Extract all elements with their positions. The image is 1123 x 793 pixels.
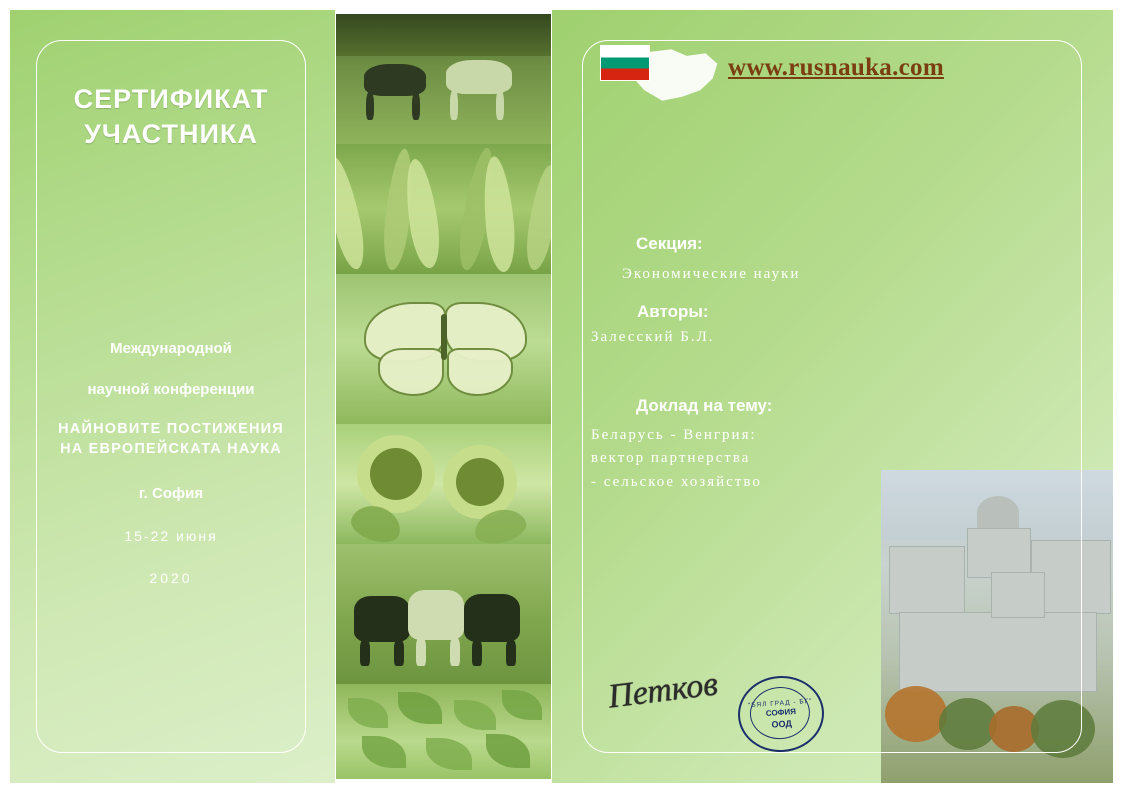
city-dome: [977, 496, 1019, 530]
city-building: [899, 612, 1097, 692]
cow-shape-light: [408, 590, 464, 640]
conference-name-line1: НАЙНОВИТЕ ПОСТИЖЕНИЯ: [58, 421, 284, 437]
horse-light-leg: [450, 90, 458, 120]
butterfly-body: [441, 314, 447, 360]
sunflower-head: [456, 458, 504, 506]
conference-name: [36, 420, 306, 459]
report-line2: вектор партнерства: [591, 450, 751, 467]
photo-horses-grazing: [336, 14, 551, 144]
photo-horses-background: [336, 14, 551, 56]
cow-shape: [464, 594, 520, 642]
bulgaria-flag-icon: [600, 45, 650, 81]
website-link[interactable]: www.rusnauka.com: [728, 54, 944, 81]
left-panel: [10, 10, 335, 783]
city-building: [889, 546, 965, 614]
sunflower-leaf: [347, 500, 405, 544]
leaf-shape: [454, 700, 496, 730]
stamp-top-text: "БЯЛ ГРАД - БГ": [747, 697, 813, 709]
horse-light-leg: [496, 90, 504, 120]
cow-leg: [450, 638, 460, 666]
cow-leg: [394, 640, 404, 666]
photo-cows: [336, 544, 551, 684]
conference-info: [36, 340, 306, 586]
conference-dates: 15-22 июня: [124, 528, 218, 545]
conference-line1: Международной: [110, 340, 232, 357]
sunflower-leaf: [471, 505, 529, 544]
certificate-title: [36, 82, 306, 151]
butterfly-wing-right-lower: [447, 348, 513, 396]
stamp-bottom-text: ООД: [771, 717, 793, 730]
certificate-title-line1: СЕРТИФИКАТ: [73, 84, 269, 114]
report-line1: Беларусь - Венгрия:: [591, 427, 757, 443]
cow-leg: [416, 638, 426, 666]
leaf-shape: [348, 698, 388, 728]
leaf-shape: [486, 734, 530, 768]
sunflower-head: [370, 448, 422, 500]
cow-leg: [360, 640, 370, 666]
corn-leaf: [336, 154, 370, 272]
conference-name-line2: НА ЕВРОПЕЙСКАТА НАУКА: [60, 440, 282, 457]
photo-sofia-cityscape: [881, 470, 1113, 783]
authors-label: Авторы:: [637, 302, 709, 321]
photo-corn-leaves: [336, 144, 551, 274]
conference-year: 2020: [149, 570, 193, 587]
cow-leg: [506, 640, 516, 666]
city-tree-green: [939, 698, 997, 750]
cow-shape: [354, 596, 410, 642]
report-line3: - сельское хозяйство: [591, 473, 762, 490]
corn-leaf: [480, 155, 518, 273]
authors-value: Залесский Б.Л.: [591, 329, 715, 345]
report-label: Доклад на тему:: [636, 396, 773, 415]
horse-dark-leg: [412, 92, 420, 120]
city-building: [991, 572, 1045, 618]
photo-strip: [336, 14, 551, 779]
conference-line2: научной конференции: [87, 381, 255, 398]
leaf-shape: [398, 692, 442, 724]
signature: Петков: [606, 665, 720, 716]
leaf-shape: [362, 736, 406, 768]
city-tree-green: [1031, 700, 1095, 758]
photo-butterfly: [336, 274, 551, 424]
city-tree-autumn: [885, 686, 947, 742]
section-label: Секция:: [636, 234, 703, 253]
corn-leaf: [522, 163, 551, 271]
section-value: Экономические науки: [622, 266, 801, 282]
leaf-shape: [426, 738, 472, 770]
horse-dark-leg: [366, 92, 374, 120]
horse-light-shape: [446, 60, 512, 94]
butterfly-wing-left-lower: [378, 348, 444, 396]
city-building: [967, 528, 1031, 578]
conference-city: г. София: [138, 485, 204, 503]
cow-leg: [472, 640, 482, 666]
photo-green-leaves: [336, 684, 551, 779]
photo-sunflowers: [336, 424, 551, 544]
stamp-middle-text: СОФИЯ: [765, 706, 797, 718]
leaf-shape: [502, 690, 542, 720]
certificate-title-line2: УЧАСТНИКА: [84, 118, 258, 149]
report-value: [591, 424, 762, 494]
